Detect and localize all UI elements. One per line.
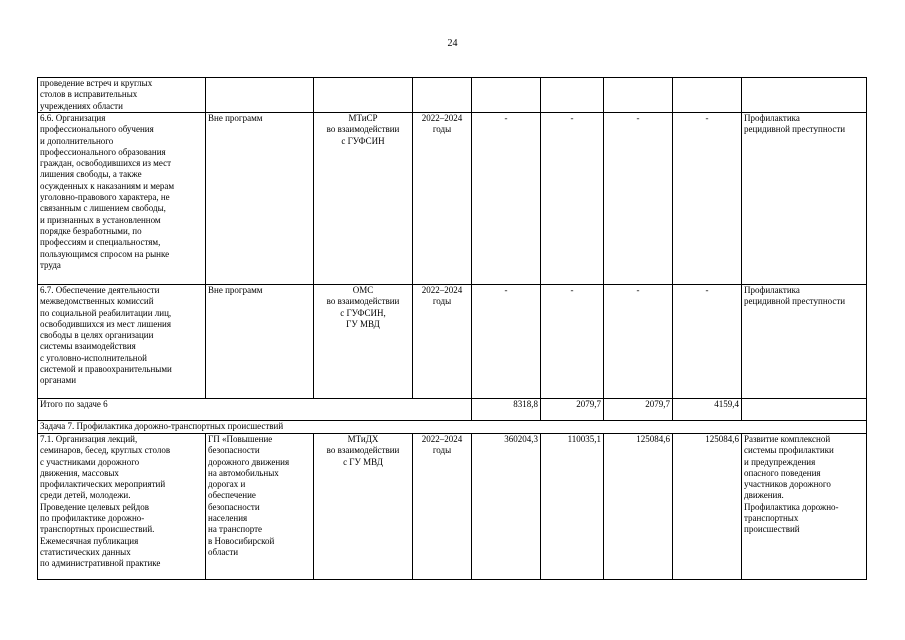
- measure-name: 6.7. Обеспечение деятельности межведомственных комиссий по социальной реабилитации лиц, освободившихся из мест лишения свободы в целях организации системы взаимодействия с уголовно-исполнительной системой и правоохранительными органами: [38, 285, 206, 399]
- year-2024-cell: -: [673, 113, 742, 285]
- year-2024-cell: [673, 78, 742, 113]
- program-cell: Вне программ: [206, 113, 314, 285]
- year-2023-cell: -: [604, 285, 673, 399]
- table-row: [38, 78, 867, 113]
- period-cell: 2022–2024 годы: [413, 285, 472, 399]
- table-row: [38, 434, 867, 580]
- result-cell: [742, 78, 867, 113]
- executor-cell: МТиДХ во взаимодействии с ГУ МВД: [314, 434, 413, 580]
- measures-table: [37, 77, 867, 580]
- total-label: Итого по задаче 6: [38, 399, 472, 421]
- year-2022-cell: -: [541, 285, 604, 399]
- period-cell: 2022–2024 годы: [413, 434, 472, 580]
- year-2024-cell: 125084,6: [673, 434, 742, 580]
- period-cell: 2022–2024 годы: [413, 113, 472, 285]
- page-number: 24: [447, 38, 458, 49]
- year-2023-cell: [604, 78, 673, 113]
- executor-cell: МТиСР во взаимодействии с ГУФСИН: [314, 113, 413, 285]
- total-cell: 360204,3: [472, 434, 541, 580]
- year-2024-cell: 4159,4: [673, 399, 742, 421]
- table-row: [38, 113, 867, 285]
- measure-name: 6.6. Организация профессионального обучения и дополнительного профессионального образования граждан, освободившихся из мест лишения свободы, а также осужденных к наказаниям и мерам уголовно-правового характера, не связанным с лишением свободы, и признанных в установленном порядке безработными, по профессиям и специальностям, пользующимся спросом на рынке труда: [38, 113, 206, 285]
- measure-name: проведение встреч и круглых столов в исправительных учреждениях области: [38, 78, 206, 113]
- section-header-row: [38, 421, 867, 434]
- year-2022-cell: -: [541, 113, 604, 285]
- measure-name: 7.1. Организация лекций, семинаров, бесед, круглых столов с участниками дорожного движения, массовых профилактических мероприятий среди детей, молодежи. Проведение целевых рейдов по профилактике дорожно- транспортных происшествий. Ежемесячная публикация статистических данных по административной практике: [38, 434, 206, 580]
- program-cell: Вне программ: [206, 285, 314, 399]
- result-cell: [742, 399, 867, 421]
- result-cell: Развитие комплексной системы профилактики и предупреждения опасного поведения участников дорожного движения. Профилактика дорожно- транспортных происшествий: [742, 434, 867, 580]
- total-cell: 8318,8: [472, 399, 541, 421]
- period-cell: [413, 78, 472, 113]
- total-cell: -: [472, 113, 541, 285]
- result-cell: Профилактика рецидивной преступности: [742, 113, 867, 285]
- total-cell: [472, 78, 541, 113]
- executor-cell: [314, 78, 413, 113]
- year-2022-cell: 110035,1: [541, 434, 604, 580]
- total-row: [38, 399, 867, 421]
- year-2023-cell: 125084,6: [604, 434, 673, 580]
- year-2024-cell: -: [673, 285, 742, 399]
- year-2022-cell: 2079,7: [541, 399, 604, 421]
- program-cell: [206, 78, 314, 113]
- executor-cell: ОМС во взаимодействии с ГУФСИН, ГУ МВД: [314, 285, 413, 399]
- result-cell: Профилактика рецидивной преступности: [742, 285, 867, 399]
- section-title: Задача 7. Профилактика дорожно-транспортных происшествий: [38, 421, 867, 434]
- program-cell: ГП «Повышение безопасности дорожного движения на автомобильных дорогах и обеспечение безопасности населения на транспорте в Новосибирской области: [206, 434, 314, 580]
- year-2023-cell: 2079,7: [604, 399, 673, 421]
- year-2023-cell: -: [604, 113, 673, 285]
- year-2022-cell: [541, 78, 604, 113]
- table-row: [38, 285, 867, 399]
- total-cell: -: [472, 285, 541, 399]
